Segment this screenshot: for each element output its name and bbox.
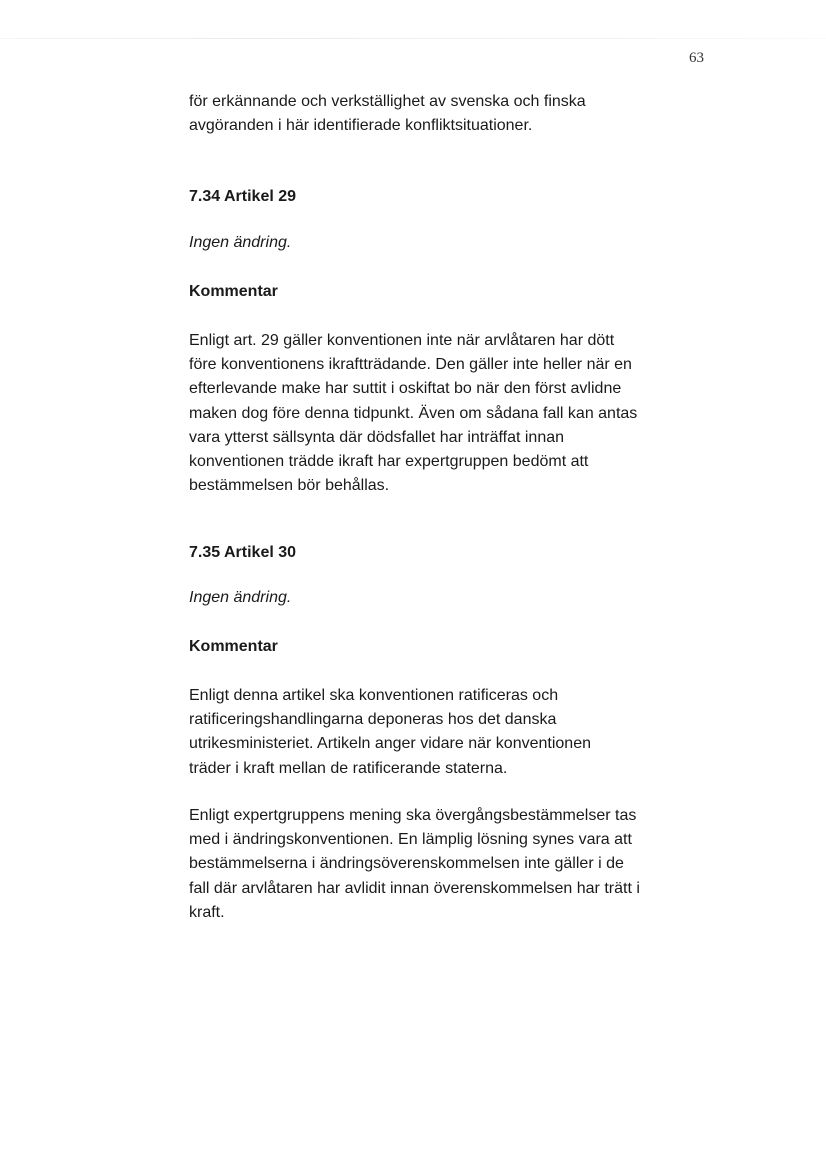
text-line: efterlevande make har suttit i oskiftat bo när den först avlidne [189,380,622,398]
text-line: träder i kraft mellan de ratificerande staterna. [189,759,508,777]
text-line: vara ytterst sällsynta där dödsfallet har inträffat innan [189,428,565,446]
text-line: fall där arvlåtaren har avlidit innan överenskommelsen har trätt i [189,879,640,897]
text-line: avgöranden i här identifierade konfliktsituationer. [189,117,533,135]
section-heading-artikel-29: 7.34 Artikel 29 [189,188,297,205]
section-heading-artikel-30: 7.35 Artikel 30 [189,544,297,561]
text-line: konventionen trädde ikraft har expertgruppen bedömt att [189,453,589,471]
text-line: Enligt art. 29 gäller konventionen inte när arvlåtaren har dött [189,332,615,349]
page-number: 63 [689,50,704,66]
comment-paragraph [189,329,637,498]
text-line: kraft. [189,903,225,921]
text-line: bestämmelsen bör behållas. [189,477,390,495]
text-line: bestämmelserna i ändringsöverenskommelsen inte gäller i de [189,855,624,873]
text-line: utrikesministeriet. Artikeln anger vidare när konventionen [189,735,591,753]
text-line: Enligt denna artikel ska konventionen ratificeras och [189,687,559,704]
comment-paragraph [189,684,591,781]
scan-artifact-line [0,38,826,39]
comment-label: Kommentar [189,283,278,300]
text-line: Enligt expertgruppens mening ska övergångsbestämmelser tas [189,807,637,824]
status-text: Ingen ändring. [189,234,292,251]
text-line: för erkännande och verkställighet av svenska och finska [189,93,586,110]
status-text: Ingen ändring. [189,589,292,606]
comment-paragraph [189,804,640,925]
text-line: med i ändringskonventionen. En lämplig lösning synes vara att [189,831,632,849]
text-line: före konventionens ikraftträdande. Den gäller inte heller när en [189,356,632,374]
text-line: ratificeringshandlingarna deponeras hos det danska [189,711,557,729]
text-line: maken dog före denna tidpunkt. Även om sådana fall kan antas [189,404,638,422]
comment-label: Kommentar [189,638,278,655]
intro-paragraph [189,90,586,138]
